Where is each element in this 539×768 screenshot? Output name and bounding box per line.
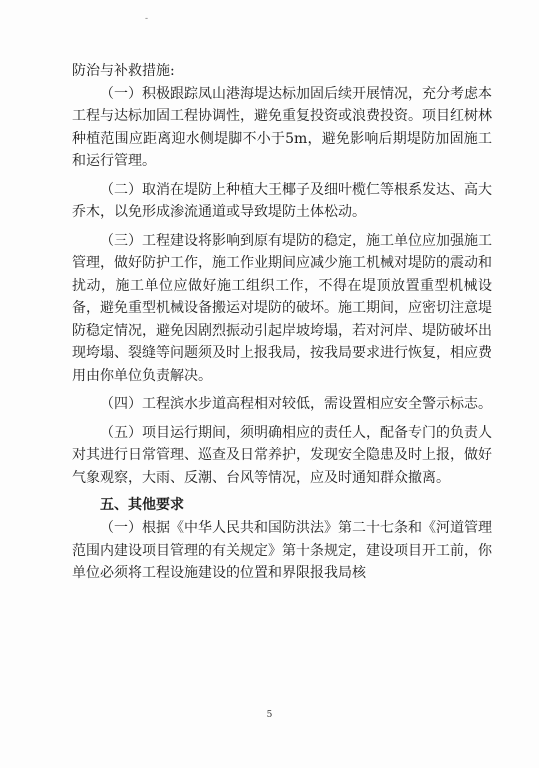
measure-paragraph-5: （五）项目运行期间，须明确相应的责任人，配备专门的负责人对其进行日常管理、巡查及日常养护，发现安全隐患及时上报，做好气象观察，大雨、反潮、台风等情况，应及时通知群众撤离。 <box>72 424 492 486</box>
measure-paragraph-4: （四）工程滨水步道高程相对较低，需设置相应安全警示标志。 <box>100 396 492 412</box>
measure-paragraph-2: （二）取消在堤防上种植大王椰子及细叶榄仁等根系发达、高大乔木，以免形成渗流通道或导致堤防土体松动。 <box>72 181 492 220</box>
requirement-paragraph-1: （一）根据《中华人民共和国防洪法》第二十七条和《河道管理范围内建设项目管理的有关规定》第十条规定，建设项目开工前，你单位必须将工程设施建设的位置和界限报我局核 <box>72 520 492 581</box>
page-number: 5 <box>266 710 273 720</box>
document-body <box>72 60 492 585</box>
section-heading: 五、其他要求 <box>100 497 184 513</box>
top-mark: - <box>145 14 149 24</box>
measure-paragraph-1: （一）积极跟踪凤山港海堤达标加固后续开展情况，充分考虑本工程与达标加固工程协调性，避免重复投资或浪费投资。项目红树林种植范围应距离迎水侧堤脚不小于5m，避免影响后期堤防加固施工和运行管理。 <box>72 85 492 169</box>
lead-in-text: 防治与补救措施: <box>72 63 175 79</box>
measure-paragraph-3: （三）工程建设将影响到原有堤防的稳定，施工单位应加强施工管理，做好防护工作，施工作业期间应减少施工机械对堤防的震动和扰动，施工单位应做好施工组织工作，不得在堤顶放置重型机械设备，避免重型机械设备搬运对堤防的破坏。施工期间，应密切注意堤防稳定情况，避免因剧烈振动引起岸坡垮塌，若对河岸、堤防破坏出现垮塌、裂缝等问题须及时上报我局，按我局要求进行恢复，相应费用由你单位负责解决。 <box>72 232 492 384</box>
